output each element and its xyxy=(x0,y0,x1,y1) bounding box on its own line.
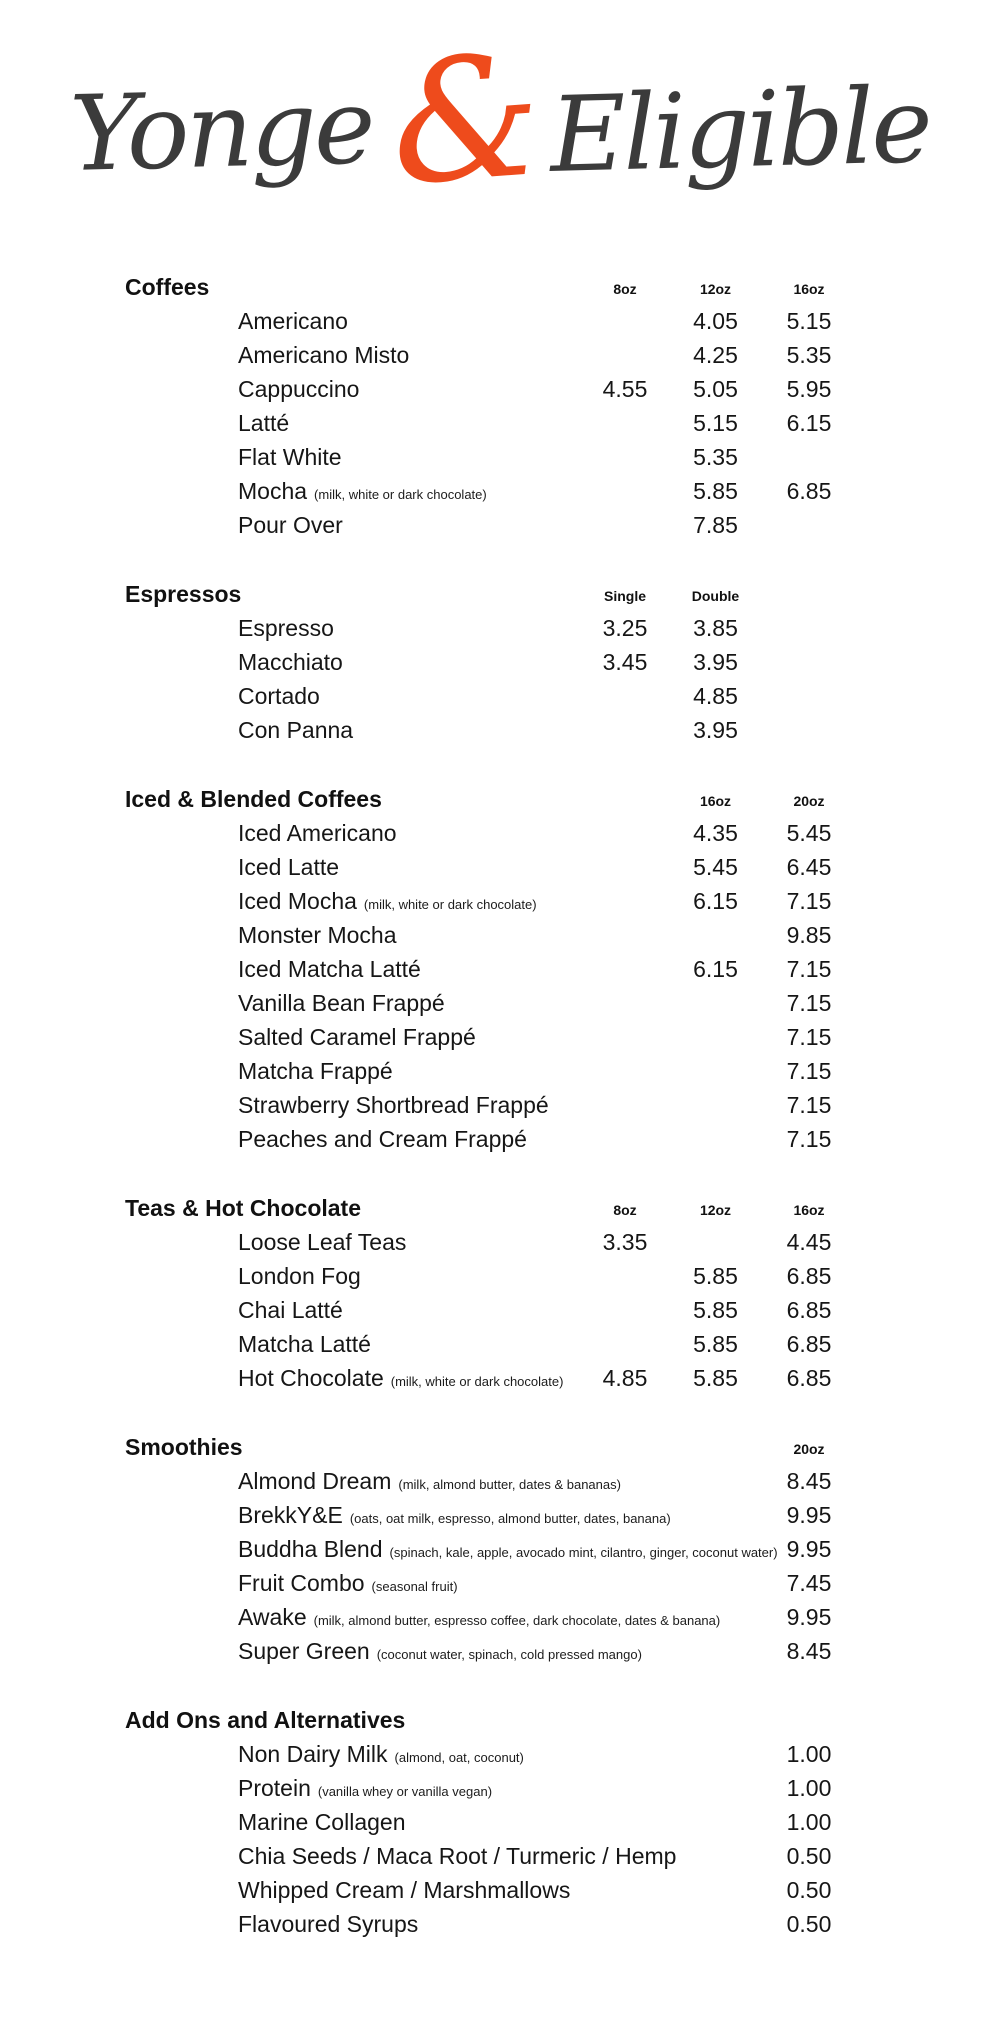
item-name-cell xyxy=(125,372,580,406)
size-column-header xyxy=(580,1432,670,1466)
price-col-1 xyxy=(580,304,670,338)
price-col-2: 6.15 xyxy=(693,888,738,914)
price-col-1 xyxy=(580,850,670,884)
item-name-cell xyxy=(125,1566,580,1604)
price-col-3: 7.15 xyxy=(786,1092,832,1118)
section-title: Iced & Blended Coffees xyxy=(125,786,382,812)
item-name: Iced Matcha Latté xyxy=(238,956,421,982)
menu-item-row xyxy=(125,474,1000,508)
item-name-cell xyxy=(125,1020,580,1054)
price-col-2 xyxy=(670,1566,761,1604)
size-column-header: 8oz xyxy=(613,1202,637,1218)
price-col-1: 4.85 xyxy=(602,1365,648,1391)
menu-item-row xyxy=(125,884,1000,918)
item-name-cell xyxy=(125,1771,580,1809)
item-note: (spinach, kale, apple, avocado mint, cilantro, ginger, coconut water) xyxy=(389,1545,778,1560)
section-title: Smoothies xyxy=(125,1434,243,1460)
price-col-1: 3.35 xyxy=(602,1229,648,1255)
item-name-cell xyxy=(125,1122,580,1156)
price-col-3: 6.85 xyxy=(786,1263,832,1289)
price-col-3: 6.85 xyxy=(786,478,832,504)
price-col-3: 6.85 xyxy=(786,1297,832,1323)
item-name: Flat White xyxy=(238,444,342,470)
item-name-cell xyxy=(125,884,580,922)
item-note: (milk, almond butter, espresso coffee, dark chocolate, dates & banana) xyxy=(313,1613,721,1628)
item-name-cell xyxy=(125,850,580,884)
price-col-1 xyxy=(580,1259,670,1293)
price-col-3 xyxy=(761,679,857,713)
menu-item-row xyxy=(125,1498,1000,1532)
item-name: Cortado xyxy=(238,683,320,709)
size-column-header xyxy=(670,1432,761,1466)
item-name: Chai Latté xyxy=(238,1297,343,1323)
price-col-1 xyxy=(580,1771,670,1809)
price-col-3: 7.15 xyxy=(786,1126,832,1152)
item-name-cell xyxy=(125,679,580,713)
price-col-3: 4.45 xyxy=(786,1229,832,1255)
price-col-3: 0.50 xyxy=(786,1843,832,1869)
price-col-3: 9.95 xyxy=(786,1604,832,1630)
item-name-cell xyxy=(125,474,580,512)
item-name-cell xyxy=(125,1054,580,1088)
item-note: (oats, oat milk, espresso, almond butter, dates, banana) xyxy=(349,1511,671,1526)
item-name: Macchiato xyxy=(238,649,343,675)
price-col-2: 5.85 xyxy=(693,1297,738,1323)
item-name-cell xyxy=(125,1498,671,1536)
price-col-1 xyxy=(580,338,670,372)
price-col-3: 5.35 xyxy=(786,342,832,368)
size-column-header: 8oz xyxy=(613,281,637,297)
size-column-header: 12oz xyxy=(699,1202,732,1218)
item-name: Cappuccino xyxy=(238,376,360,402)
price-col-2 xyxy=(670,1600,761,1638)
price-col-3: 7.45 xyxy=(786,1570,832,1596)
price-col-2: 5.85 xyxy=(693,1365,738,1391)
menu-page xyxy=(0,17,1000,2020)
item-name: Strawberry Shortbread Frappé xyxy=(238,1092,549,1118)
item-name-cell xyxy=(125,1225,580,1259)
price-col-1 xyxy=(580,1839,670,1873)
menu-item-row xyxy=(125,406,1000,440)
menu-item-row xyxy=(125,1088,1000,1122)
item-name-cell xyxy=(125,1907,580,1941)
item-name-cell xyxy=(125,1361,580,1399)
price-col-2: 4.25 xyxy=(693,342,738,368)
price-col-1 xyxy=(580,1600,670,1638)
item-name-cell xyxy=(125,816,580,850)
item-name-cell xyxy=(125,1805,580,1839)
price-col-3: 6.85 xyxy=(786,1365,832,1391)
item-name-cell xyxy=(125,338,580,372)
section-title: Coffees xyxy=(125,274,210,300)
menu-item-row xyxy=(125,850,1000,884)
menu-item-row xyxy=(125,338,1000,372)
item-name-cell xyxy=(125,645,580,679)
item-name-cell xyxy=(125,1293,580,1327)
menu-item-row xyxy=(125,440,1000,474)
price-col-1 xyxy=(580,508,670,542)
price-col-2: 7.85 xyxy=(693,512,738,538)
menu-item-row xyxy=(125,1327,1000,1361)
size-column-header: Single xyxy=(603,588,646,604)
price-col-1 xyxy=(580,1873,670,1907)
item-name: Vanilla Bean Frappé xyxy=(238,990,445,1016)
price-col-2: 5.85 xyxy=(693,1331,738,1357)
item-name: Con Panna xyxy=(238,717,354,743)
size-column-header xyxy=(580,1705,670,1739)
item-name-cell xyxy=(125,406,580,440)
price-col-1 xyxy=(580,986,670,1020)
menu-item-row xyxy=(125,645,1000,679)
item-note: (seasonal fruit) xyxy=(371,1579,458,1594)
price-col-2 xyxy=(670,1771,761,1809)
item-name: Iced Mocha xyxy=(238,888,357,914)
brand-word-eligible: Eligible xyxy=(548,64,932,196)
menu-item-row xyxy=(125,1054,1000,1088)
size-column-header: Double xyxy=(691,588,740,604)
price-col-3: 6.45 xyxy=(786,854,832,880)
item-name-cell xyxy=(125,1873,580,1907)
item-name-cell xyxy=(125,1464,621,1502)
size-column-header: 16oz xyxy=(699,793,732,809)
menu-item-row xyxy=(125,1259,1000,1293)
price-col-2: 4.35 xyxy=(693,820,738,846)
price-col-1 xyxy=(580,1293,670,1327)
price-col-1 xyxy=(580,679,670,713)
item-name-cell xyxy=(125,1737,580,1775)
item-name: Salted Caramel Frappé xyxy=(238,1024,476,1050)
menu-item-row xyxy=(125,1805,1000,1839)
item-name: Buddha Blend xyxy=(238,1536,383,1562)
price-col-3: 9.95 xyxy=(786,1536,832,1562)
price-col-3: 5.45 xyxy=(786,820,832,846)
price-col-2: 3.95 xyxy=(693,717,738,743)
item-note: (milk, almond butter, dates & bananas) xyxy=(398,1477,621,1492)
item-name: Flavoured Syrups xyxy=(238,1911,419,1937)
size-column-header xyxy=(580,784,670,818)
menu-section xyxy=(0,577,1000,747)
menu-item-row xyxy=(125,918,1000,952)
menu-item-row xyxy=(125,1600,1000,1634)
price-col-1 xyxy=(580,918,670,952)
item-name: Iced Latte xyxy=(238,854,340,880)
item-name: Matcha Latté xyxy=(238,1331,371,1357)
price-col-1: 3.25 xyxy=(602,615,648,641)
menu-item-row xyxy=(125,372,1000,406)
price-col-1 xyxy=(580,1737,670,1775)
price-col-1 xyxy=(580,474,670,512)
price-col-3: 9.85 xyxy=(786,922,832,948)
item-name: Whipped Cream / Marshmallows xyxy=(238,1877,571,1903)
item-name: Hot Chocolate xyxy=(238,1365,384,1391)
menu-item-row xyxy=(125,679,1000,713)
price-col-3 xyxy=(761,713,857,747)
price-col-1 xyxy=(580,1054,670,1088)
price-col-3: 6.15 xyxy=(786,410,832,436)
size-column-header xyxy=(670,1705,761,1739)
size-column-header xyxy=(761,1705,857,1739)
item-name: Iced Americano xyxy=(238,820,397,846)
price-col-2 xyxy=(670,1464,761,1502)
item-name-cell xyxy=(125,1088,580,1122)
menu-item-row xyxy=(125,1532,1000,1566)
menu-section xyxy=(0,1430,1000,1668)
price-col-1 xyxy=(580,816,670,850)
price-col-1 xyxy=(580,1088,670,1122)
item-name: Non Dairy Milk xyxy=(238,1741,388,1767)
brand-logo xyxy=(0,17,1000,240)
price-col-1 xyxy=(580,1327,670,1361)
item-note: (almond, oat, coconut) xyxy=(394,1750,524,1765)
price-col-3: 6.85 xyxy=(786,1331,832,1357)
price-col-2 xyxy=(670,1225,761,1259)
price-col-1: 3.45 xyxy=(602,649,648,675)
menu-item-row xyxy=(125,1873,1000,1907)
price-col-3: 7.15 xyxy=(786,1058,832,1084)
price-col-3: 0.50 xyxy=(786,1911,832,1937)
size-column-header: 16oz xyxy=(793,281,825,297)
price-col-1 xyxy=(580,1907,670,1941)
section-header-row xyxy=(125,1703,1000,1737)
price-col-3: 8.45 xyxy=(786,1638,832,1664)
price-col-3: 7.15 xyxy=(786,1024,832,1050)
menu-section xyxy=(0,782,1000,1156)
price-col-2: 3.95 xyxy=(693,649,738,675)
price-col-3: 8.45 xyxy=(786,1468,832,1494)
price-col-3: 7.15 xyxy=(786,888,832,914)
section-title: Add Ons and Alternatives xyxy=(125,1707,406,1733)
price-col-2 xyxy=(670,1020,761,1054)
item-name: Latté xyxy=(238,410,290,436)
item-name-cell xyxy=(125,304,580,338)
menu-item-row xyxy=(125,1293,1000,1327)
item-name: Super Green xyxy=(238,1638,370,1664)
menu xyxy=(0,270,1000,1941)
item-name-cell xyxy=(125,508,580,542)
price-col-3: 5.15 xyxy=(786,308,832,334)
item-name: BrekkY&E xyxy=(238,1502,343,1528)
price-col-2 xyxy=(670,1805,761,1839)
menu-item-row xyxy=(125,1907,1000,1941)
menu-item-row xyxy=(125,713,1000,747)
size-column-header: 20oz xyxy=(793,1441,825,1457)
item-name: Pour Over xyxy=(238,512,343,538)
price-col-2 xyxy=(670,1907,761,1941)
item-name: Peaches and Cream Frappé xyxy=(238,1126,527,1152)
item-name: Espresso xyxy=(238,615,334,641)
item-name-cell xyxy=(125,1600,721,1638)
price-col-2: 4.05 xyxy=(693,308,738,334)
item-note: (milk, white or dark chocolate) xyxy=(363,897,537,912)
price-col-2 xyxy=(670,1873,761,1907)
menu-item-row xyxy=(125,1566,1000,1600)
size-column-header: 12oz xyxy=(699,281,732,297)
brand-word-yonge: Yonge xyxy=(68,65,375,195)
price-col-2: 5.85 xyxy=(693,478,738,504)
menu-item-row xyxy=(125,1020,1000,1054)
item-note: (coconut water, spinach, cold pressed mango) xyxy=(376,1647,642,1662)
section-header-row xyxy=(125,782,1000,816)
item-name-cell xyxy=(125,1532,778,1570)
price-col-1 xyxy=(580,1464,670,1502)
price-col-1 xyxy=(580,1566,670,1604)
item-name-cell xyxy=(125,1259,580,1293)
section-header-row xyxy=(125,577,1000,611)
item-name: Americano Misto xyxy=(238,342,410,368)
item-name-cell xyxy=(125,918,580,952)
menu-item-row xyxy=(125,1634,1000,1668)
price-col-3: 1.00 xyxy=(786,1775,832,1801)
price-col-1 xyxy=(580,1122,670,1156)
menu-item-row xyxy=(125,1361,1000,1395)
price-col-2: 5.35 xyxy=(693,444,738,470)
item-name: Awake xyxy=(238,1604,307,1630)
price-col-2 xyxy=(670,1839,761,1873)
item-name-cell xyxy=(125,952,580,986)
menu-item-row xyxy=(125,1122,1000,1156)
menu-section xyxy=(0,270,1000,542)
price-col-1 xyxy=(580,440,670,474)
price-col-2: 6.15 xyxy=(693,956,738,982)
price-col-2 xyxy=(670,918,761,952)
price-col-3: 0.50 xyxy=(786,1877,832,1903)
price-col-1 xyxy=(580,952,670,986)
price-col-1 xyxy=(580,1498,670,1536)
price-col-3: 5.95 xyxy=(786,376,832,402)
item-note: (milk, white or dark chocolate) xyxy=(390,1374,564,1389)
price-col-1 xyxy=(580,1020,670,1054)
price-col-3: 7.15 xyxy=(786,990,832,1016)
item-name: Chia Seeds / Maca Root / Turmeric / Hemp xyxy=(238,1843,677,1869)
menu-item-row xyxy=(125,304,1000,338)
price-col-1 xyxy=(580,884,670,922)
price-col-2: 4.85 xyxy=(693,683,738,709)
price-col-1 xyxy=(580,1805,670,1839)
menu-item-row xyxy=(125,1225,1000,1259)
price-col-2 xyxy=(670,1122,761,1156)
price-col-2 xyxy=(670,986,761,1020)
menu-item-row xyxy=(125,986,1000,1020)
item-name-cell xyxy=(125,713,580,747)
price-col-3: 1.00 xyxy=(786,1809,832,1835)
item-name: Fruit Combo xyxy=(238,1570,365,1596)
price-col-2 xyxy=(670,1088,761,1122)
item-name: Marine Collagen xyxy=(238,1809,406,1835)
menu-item-row xyxy=(125,816,1000,850)
menu-item-row xyxy=(125,1464,1000,1498)
price-col-2: 5.15 xyxy=(693,410,738,436)
item-name: Protein xyxy=(238,1775,311,1801)
price-col-2 xyxy=(670,1498,761,1536)
price-col-3 xyxy=(761,508,857,542)
price-col-3 xyxy=(761,611,857,645)
brand-ampersand-icon: & xyxy=(383,17,547,223)
item-name: Loose Leaf Teas xyxy=(238,1229,407,1255)
item-name-cell xyxy=(125,986,580,1020)
menu-item-row xyxy=(125,1771,1000,1805)
menu-section xyxy=(0,1191,1000,1395)
menu-section xyxy=(0,1703,1000,1941)
size-column-header: 20oz xyxy=(793,793,825,809)
section-header-row xyxy=(125,1191,1000,1225)
price-col-1 xyxy=(580,713,670,747)
item-name: Americano xyxy=(238,308,348,334)
menu-item-row xyxy=(125,508,1000,542)
item-name: Mocha xyxy=(238,478,308,504)
price-col-2 xyxy=(670,1737,761,1775)
price-col-1 xyxy=(580,1532,670,1570)
item-note: (vanilla whey or vanilla vegan) xyxy=(317,1784,493,1799)
item-name-cell xyxy=(125,1634,642,1672)
section-header-row xyxy=(125,1430,1000,1464)
price-col-2: 5.05 xyxy=(693,376,738,402)
price-col-3: 1.00 xyxy=(786,1741,832,1767)
price-col-2 xyxy=(670,1634,761,1672)
price-col-3: 7.15 xyxy=(786,956,832,982)
price-col-1 xyxy=(580,1634,670,1672)
price-col-3 xyxy=(761,440,857,474)
size-column-header xyxy=(761,579,857,613)
price-col-2 xyxy=(670,1532,761,1570)
item-name-cell xyxy=(125,611,580,645)
price-col-2: 3.85 xyxy=(693,615,738,641)
size-column-header: 16oz xyxy=(793,1202,825,1218)
item-name-cell xyxy=(125,1327,580,1361)
item-name: Almond Dream xyxy=(238,1468,392,1494)
price-col-1 xyxy=(580,406,670,440)
item-name: Matcha Frappé xyxy=(238,1058,393,1084)
item-name-cell xyxy=(125,1839,677,1873)
section-title: Espressos xyxy=(125,581,242,607)
item-name: London Fog xyxy=(238,1263,361,1289)
item-name: Monster Mocha xyxy=(238,922,397,948)
price-col-2 xyxy=(670,1054,761,1088)
item-name-cell xyxy=(125,440,580,474)
section-title: Teas & Hot Chocolate xyxy=(125,1195,361,1221)
item-note: (milk, white or dark chocolate) xyxy=(314,487,487,502)
price-col-2: 5.45 xyxy=(693,854,738,880)
menu-item-row xyxy=(125,1839,1000,1873)
menu-item-row xyxy=(125,611,1000,645)
menu-item-row xyxy=(125,1737,1000,1771)
price-col-3: 9.95 xyxy=(786,1502,832,1528)
section-header-row xyxy=(125,270,1000,304)
price-col-1: 4.55 xyxy=(602,376,648,402)
price-col-2: 5.85 xyxy=(693,1263,738,1289)
menu-item-row xyxy=(125,952,1000,986)
price-col-3 xyxy=(761,645,857,679)
